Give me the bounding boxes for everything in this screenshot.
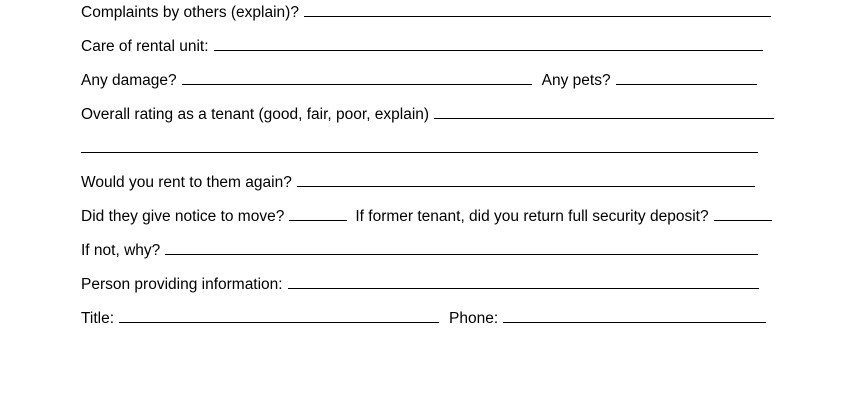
- notice-label: Did they give notice to move?: [81, 208, 285, 225]
- care-label: Care of rental unit:: [81, 38, 209, 55]
- damage-row: [81, 70, 757, 91]
- person-row: [81, 274, 759, 295]
- pets-label: Any pets?: [541, 72, 611, 89]
- complaints-field[interactable]: [304, 2, 771, 17]
- rating-continuation-field[interactable]: [81, 138, 758, 153]
- complaints-label: Complaints by others (explain)?: [81, 4, 299, 21]
- rent-again-label: Would you rent to them again?: [81, 174, 292, 191]
- rating-continuation-row: [81, 138, 758, 153]
- care-field[interactable]: [214, 36, 763, 51]
- if-not-field[interactable]: [165, 240, 758, 255]
- rating-field[interactable]: [434, 104, 774, 119]
- complaints-row: [81, 2, 771, 23]
- phone-field[interactable]: [503, 308, 766, 323]
- title-label: Title:: [81, 310, 115, 327]
- phone-label: Phone:: [449, 310, 499, 327]
- if-not-label: If not, why?: [81, 242, 161, 259]
- notice-row: [81, 206, 772, 227]
- notice-field[interactable]: [289, 206, 347, 221]
- rating-row: [81, 104, 774, 125]
- person-label: Person providing information:: [81, 276, 283, 293]
- title-field[interactable]: [119, 308, 439, 323]
- rent-again-row: [81, 172, 755, 193]
- if-not-row: [81, 240, 758, 261]
- title-phone-row: [81, 308, 766, 329]
- rent-again-field[interactable]: [297, 172, 755, 187]
- damage-label: Any damage?: [81, 72, 177, 89]
- care-row: [81, 36, 763, 57]
- pets-field[interactable]: [616, 70, 757, 85]
- deposit-field[interactable]: [714, 206, 772, 221]
- rating-label: Overall rating as a tenant (good, fair, poor, explain): [81, 106, 430, 123]
- deposit-label: If former tenant, did you return full security deposit?: [355, 208, 709, 225]
- damage-field[interactable]: [182, 70, 532, 85]
- person-field[interactable]: [288, 274, 759, 289]
